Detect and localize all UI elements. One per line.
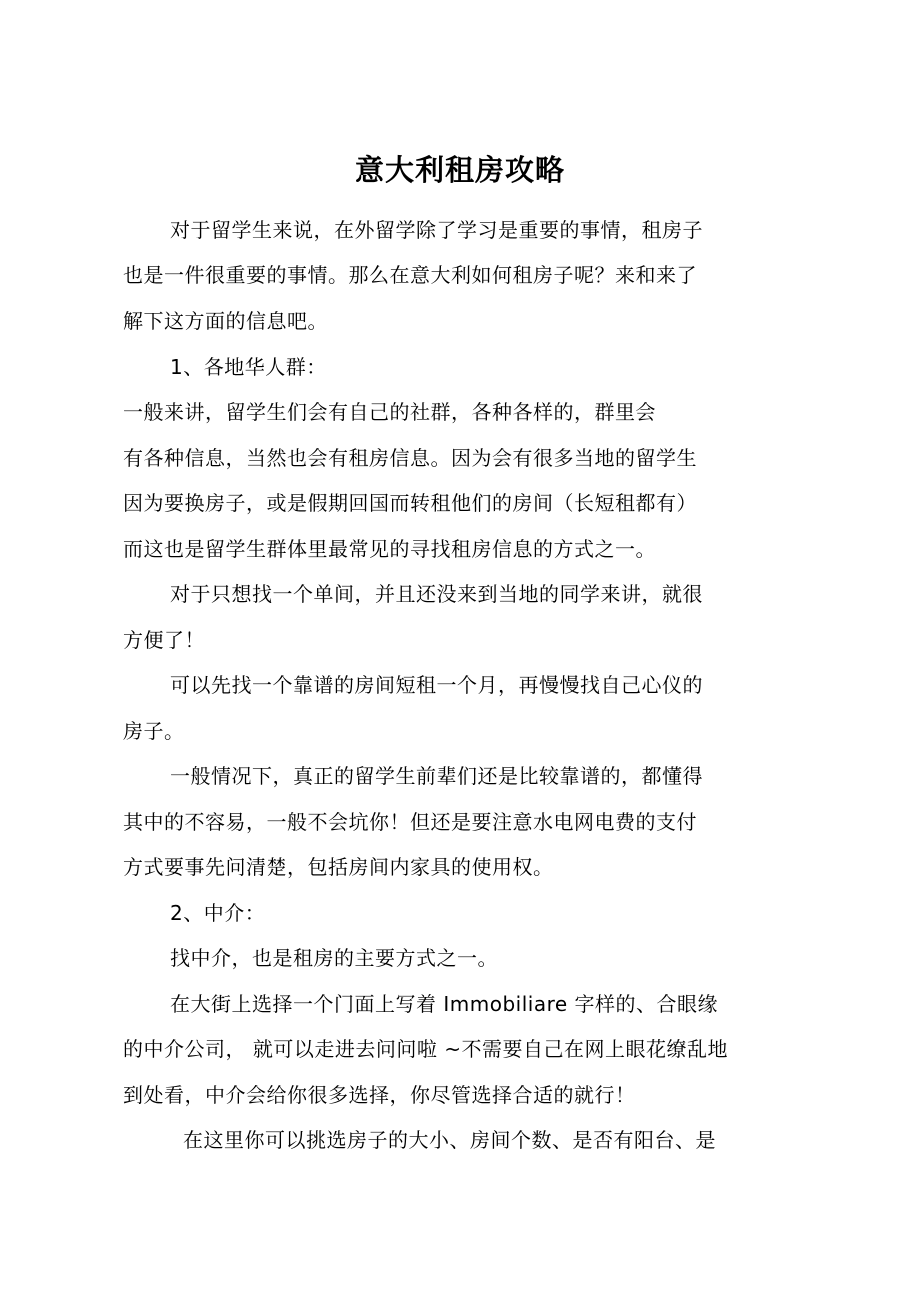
paragraph-line: 因为要换房子，或是假期回国而转租他们的房间（长短租都有）: [123, 491, 697, 515]
section-heading: 2、中介：: [170, 901, 266, 925]
paragraph-line: 的中介公司， 就可以走进去问问啦 ~不需要自己在网上眼花缭乱地: [123, 1037, 728, 1061]
paragraph-line: 其中的不容易，一般不会坑你！但还是要注意水电网电费的支付: [123, 810, 697, 834]
paragraph-line: 解下这方面的信息吧。: [123, 309, 328, 333]
paragraph-line: 方便了！: [123, 628, 205, 652]
paragraph-line: 找中介，也是租房的主要方式之一。: [170, 946, 498, 970]
paragraph-line: 有各种信息，当然也会有租房信息。因为会有很多当地的留学生: [123, 446, 697, 470]
paragraph-line: 对于只想找一个单间，并且还没来到当地的同学来讲，就很: [170, 582, 703, 606]
paragraph-line: 在这里你可以挑选房子的大小、房间个数、是否有阳台、是: [183, 1128, 716, 1152]
paragraph-line: 一般情况下，真正的留学生前辈们还是比较靠谱的，都懂得: [170, 764, 703, 788]
paragraph-line: 一般来讲，留学生们会有自己的社群，各种各样的，群里会: [123, 400, 656, 424]
paragraph-line: 而这也是留学生群体里最常见的寻找租房信息的方式之一。: [123, 537, 656, 561]
paragraph-line: 方式要事先问清楚，包括房间内家具的使用权。: [123, 855, 554, 879]
document-title: 意大利租房攻略: [354, 153, 565, 187]
paragraph-line: 在大街上选择一个门面上写着 Immobiliare 字样的、合眼缘: [170, 992, 719, 1016]
paragraph-line: 也是一件很重要的事情。那么在意大利如何租房子呢？来和来了: [123, 263, 697, 287]
paragraph-line: 可以先找一个靠谱的房间短租一个月，再慢慢找自己心仪的: [170, 673, 703, 697]
paragraph-line: 房子。: [123, 719, 185, 743]
paragraph-line: 到处看，中介会给你很多选择，你尽管选择合适的就行！: [123, 1083, 636, 1107]
section-heading: 1、各地华人群：: [170, 355, 327, 379]
paragraph-line: 对于留学生来说，在外留学除了学习是重要的事情，租房子: [170, 218, 703, 242]
